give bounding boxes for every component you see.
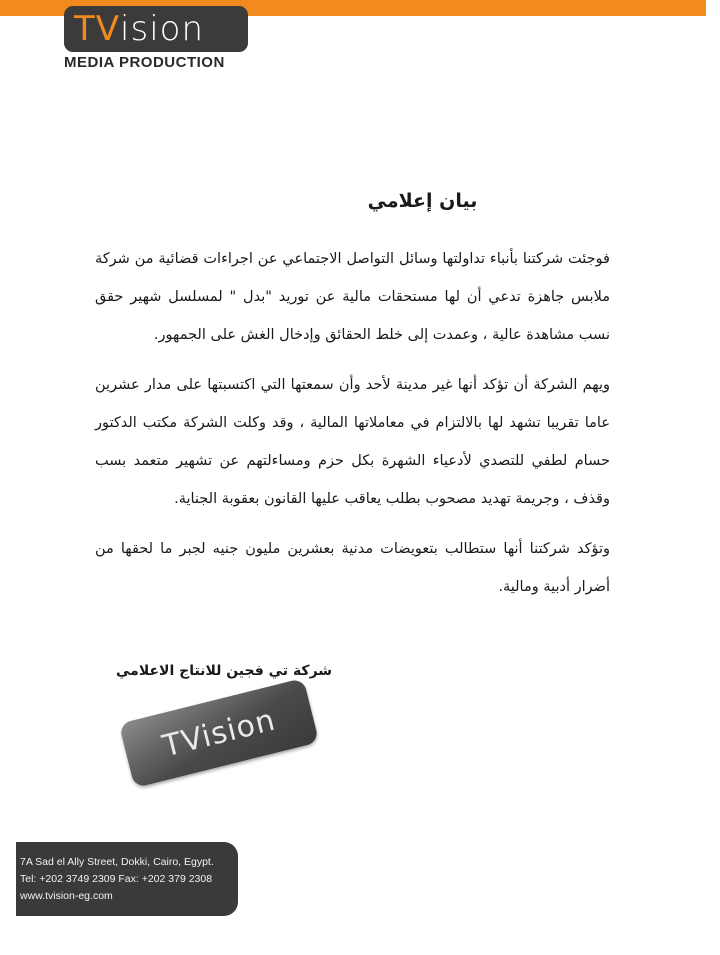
paragraph-3: وتؤكد شركتنا أنها ستطالب بتعويضات مدنية بعشرين مليون جنيه لجبر ما لحقها من أضرار أدبية ومالية.	[95, 541, 610, 595]
logo-accent-text: TV	[74, 9, 121, 49]
company-logo	[64, 6, 248, 52]
paragraph-2: ويهم الشركة أن تؤكد أنها غير مدينة لأحد وأن سمعتها التي اكتسبتها على مدار عشرين عاما تقريبا تشهد لها بالالتزام في معاملاتها المالية ، وقد وكلت الشركة مكتب الدكتور حسام لطفي للتصدي لأدعياء الشهرة بكل حزم ومساءلتهم عن تشهير متعمد بسب وقذف ، وجريمة تهديد مصحوب بطلب يعاقب عليها القانون بعقوبة الجناية.	[95, 377, 610, 507]
logo-text: ision	[120, 9, 204, 49]
press-release-body	[95, 190, 610, 618]
paragraph-1: فوجئت شركتنا بأنباء تداولتها وسائل التواصل الاجتماعي عن اجراءات قضائية من شركة ملابس جاهزة تدعي أن لها مستحقات مالية عن توريد "بدل " لمسلسل شهير حقق نسب مشاهدة عالية ، وعمدت إلى خلط الحقائق وإدخال الغش على الجمهور.	[95, 251, 610, 343]
footer-website[interactable]: www.tvision-eg.com	[20, 890, 113, 902]
company-signature: شركة تي فجين للانتاج الاعلامي	[116, 663, 333, 679]
footer-phones: Tel: +202 3749 2309 Fax: +202 379 2308	[20, 873, 213, 885]
document-title: بيان إعلامي	[367, 190, 478, 212]
footer-address: 7A Sad el Ally Street, Dokki, Cairo, Egypt.	[20, 856, 214, 868]
company-stamp: TVision	[119, 678, 319, 788]
footer-contact-box	[16, 842, 238, 916]
logo-subtitle: MEDIA PRODUCTION	[64, 54, 225, 71]
